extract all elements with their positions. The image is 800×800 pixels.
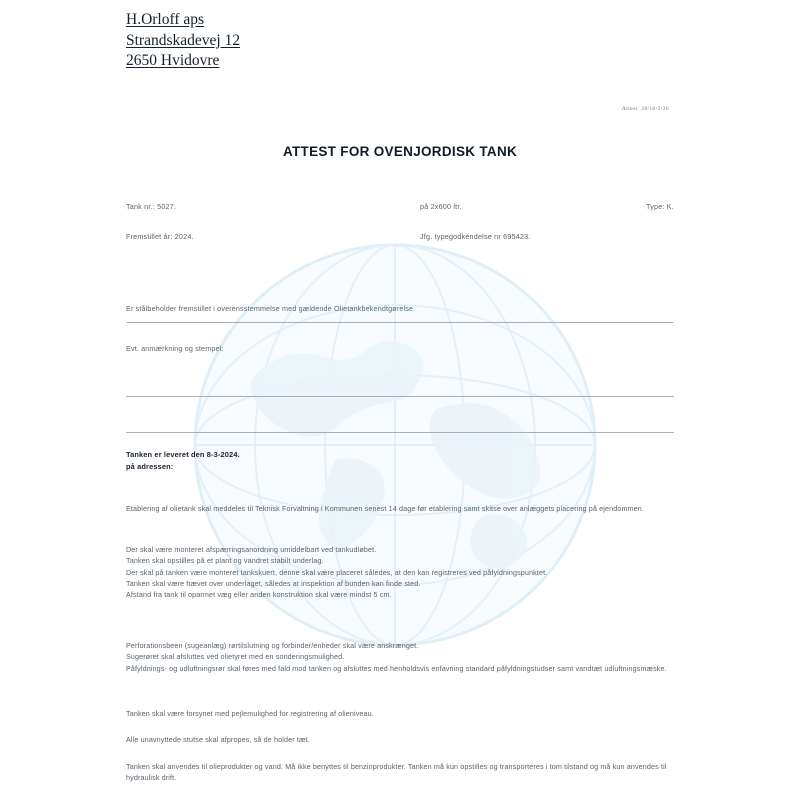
body-text: Perforationsbeen (sugeanlæg) rørtilslutning og forbinder/enheder skal være anskrænget. Sugerøret skal afsluttes ved olietyret med en sonderingsmulighed. Påfyldnings- og udluftningsrør skal føres med fald mod tanken og afsluttes med henholdsvis enfavning standard påfyldningstudser samt vandtæt udluftningsmæske. xyxy=(126,641,667,673)
letterhead-street: Strandskadevej 12 xyxy=(126,31,241,49)
tank-volume-field: på 2x600 ltr. xyxy=(420,202,462,211)
endorsement-label: Evt. anmærkning og stempel: xyxy=(126,344,224,353)
divider-1 xyxy=(126,322,674,323)
manufacture-year-field: Fremstillet år: 2024. xyxy=(126,232,194,241)
tank-type-field: Type: K. xyxy=(646,202,674,211)
body-text: Etablering af olietank skal meddeles til Teknisk Forvaltning i Kommunen senest 14 dage før etablering samt skitse over anlæggets placering på ejendommen. xyxy=(126,504,645,513)
body-text: Alle unavnyttede stutse skal afpropes, så de holder tæt. xyxy=(126,735,310,744)
letterhead-company: H.Orloff aps xyxy=(126,11,205,28)
letterhead xyxy=(126,10,240,72)
body-paragraph-2 xyxy=(126,544,674,600)
letterhead-city: 2650 Hvidovre xyxy=(126,52,220,69)
body-paragraph-6 xyxy=(126,761,674,784)
body-paragraph-5 xyxy=(126,734,674,745)
delivery-address-label: på adressen: xyxy=(126,461,174,471)
compliance-statement: Er stålbeholder fremstillet i overensstemmelse med gældende Olietankbekendtgørelse. xyxy=(126,304,416,313)
delivery-info xyxy=(126,449,674,472)
body-paragraph-1 xyxy=(126,503,674,514)
approval-number-field: Jfg. typegodkendelse nr 695423. xyxy=(420,232,531,241)
tank-number-field: Tank nr.: 5027. xyxy=(126,202,177,211)
delivery-date: Tanken er leveret den 8-3-2024. xyxy=(126,450,240,459)
body-paragraph-4 xyxy=(126,708,674,719)
body-text: Tanken skal anvendes til olieprodukter og vand. Må ikke benyttes til benzinprodukter. Tanken må kun opstilles og transporteres i tom tilstand og må kun anvendes til hydraulisk drift. xyxy=(126,762,667,783)
body-text: Der skal være monteret afspærringsanordning umiddelbart ved tankudløbet. Tanken skal opstilles på et plant og vandret stabilt underlag. Der skal på tanken være monteret tankskuert, denne skal være placeret således, at den kan registreres ved påfyldningspunktet. Tanken skal være hævet over underlaget, således at inspektion af bunden kan finde sted. Afstand fra tank til oparmet væg eller anden konstruktion skal være mindst 5 cm. xyxy=(126,545,548,600)
divider-2 xyxy=(126,396,674,397)
page-title: ATTEST FOR OVENJORDISK TANK xyxy=(282,144,518,159)
body-paragraph-3 xyxy=(126,640,674,674)
corner-note: Attest: 28/10/1/26 xyxy=(621,106,669,112)
divider-3 xyxy=(126,432,674,433)
body-text: Tanken skal være forsynet med pejlemulighed for registrering af olieniveau. xyxy=(126,709,374,718)
